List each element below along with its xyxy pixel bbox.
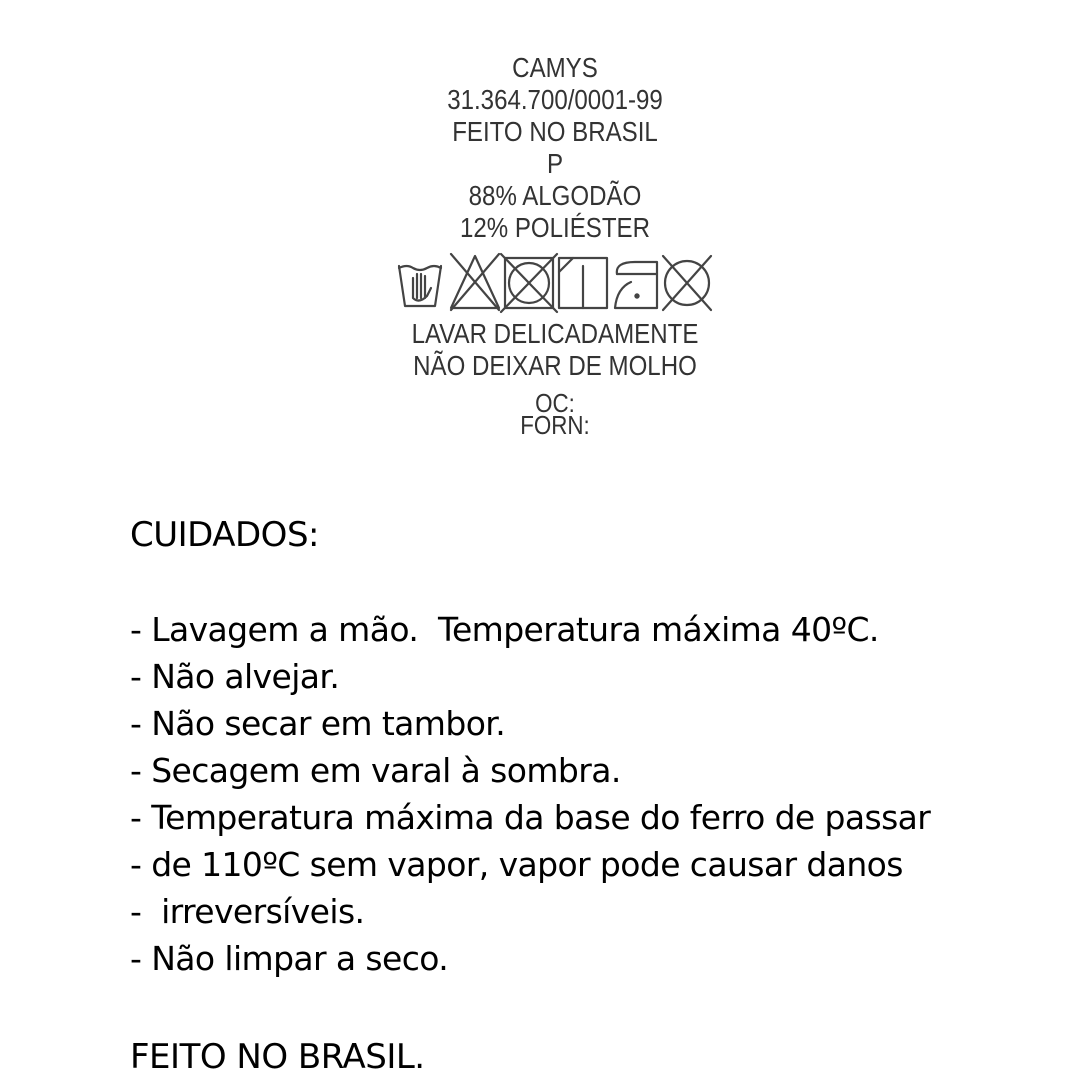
care-item: - de 110ºC sem vapor, vapor pode causar danos (130, 845, 903, 884)
hand-wash-icon (399, 266, 441, 306)
forn-field: FORN: (520, 410, 590, 440)
garment-label (290, 52, 820, 440)
no-dry-clean-icon (663, 256, 711, 310)
instruction-delicate: LAVAR DELICADAMENTE (411, 318, 699, 349)
care-item: - Secagem em varal à sombra. (130, 751, 621, 790)
origin-text: FEITO NO BRASIL (452, 116, 658, 147)
brand-name: CAMYS (512, 52, 598, 83)
composition-cotton: 88% ALGODÃO (468, 180, 642, 211)
no-tumble-dry-icon (501, 254, 557, 312)
care-item: - Não alvejar. (130, 657, 340, 696)
size-text: P (546, 148, 564, 179)
made-in-brazil-footer: FEITO NO BRASIL. (130, 1037, 425, 1077)
no-bleach-icon (451, 254, 499, 310)
care-item: - irreversíveis. (130, 892, 365, 931)
care-item: - Lavagem a mão. Temperatura máxima 40ºC. (130, 610, 879, 649)
care-item: - Temperatura máxima da base do ferro de passar (130, 798, 931, 837)
oc-field: OC: (535, 388, 575, 418)
care-item: - Não limpar a seco. (130, 939, 449, 978)
composition-polyester: 12% POLIÉSTER (459, 212, 651, 243)
cnpj-number: 31.364.700/0001-99 (447, 84, 663, 115)
iron-low-temp-icon (615, 262, 657, 308)
care-instructions (130, 512, 1050, 1080)
care-item: - Não secar em tambor. (130, 704, 506, 743)
care-symbols (395, 250, 715, 314)
care-heading: CUIDADOS: (130, 515, 319, 555)
line-dry-shade-icon (559, 258, 607, 308)
instruction-no-soak: NÃO DEIXAR DE MOLHO (413, 350, 697, 381)
